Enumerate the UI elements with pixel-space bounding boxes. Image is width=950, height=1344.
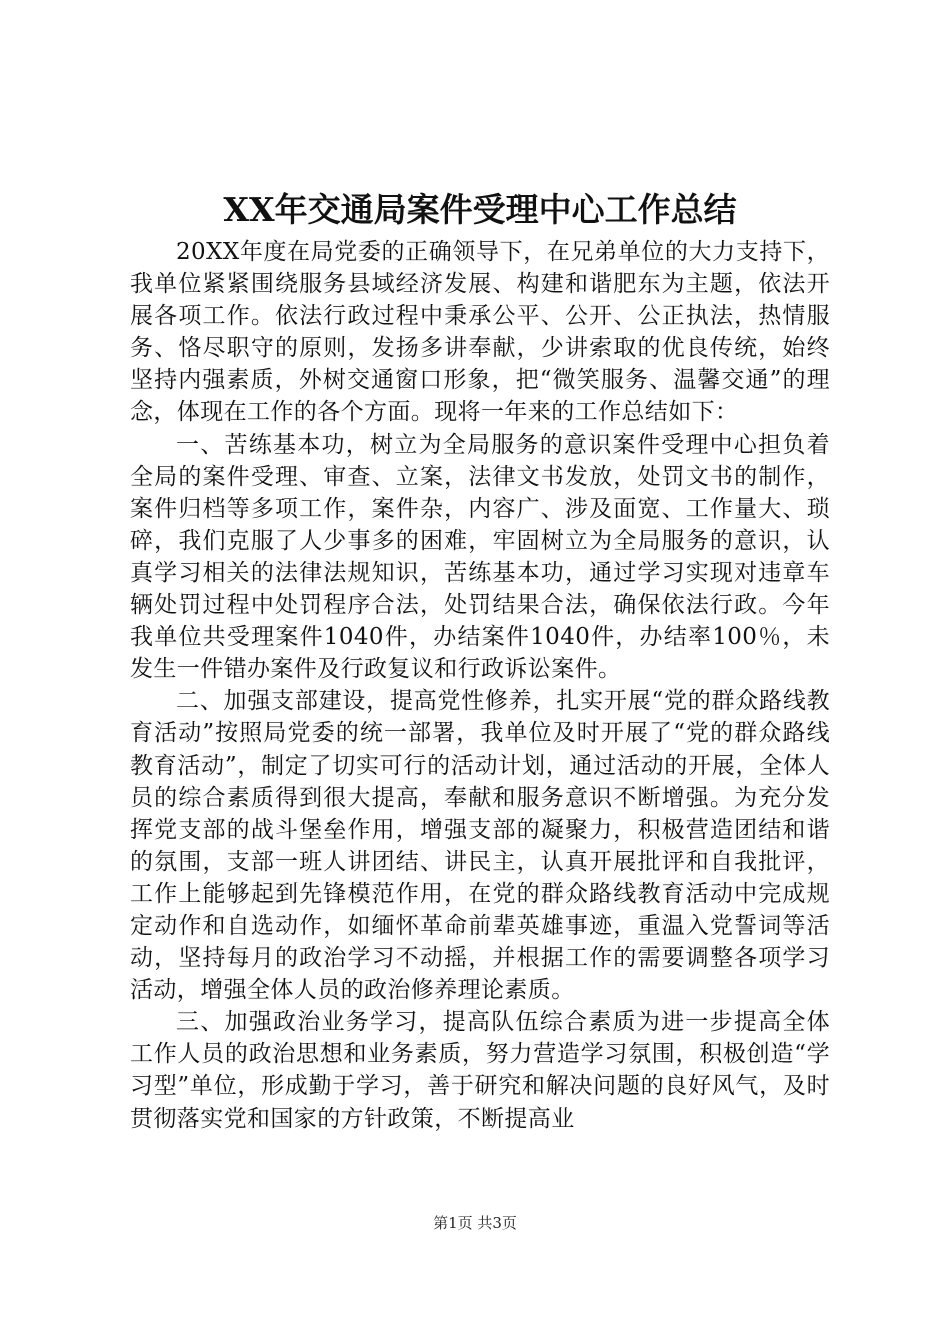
document-title: XX年交通局案件受理中心工作总结 xyxy=(223,190,737,229)
paragraph-section-1: 一、苦练基本功，树立为全局服务的意识案件受理中心担负着全局的案件受理、审查、立案，法律文书发放，处罚文书的制作，案件归档等多项工作，案件杂，内容广、涉及面宽、工作量大、琐碎，我们克服了人少事多的困难，牢固树立为全局服务的意识，认真学习相关的法律法规知识，苦练基本功，通过学习实现对违章车辆处罚过程中处罚程序合法，处罚结果合法，确保依法行政。今年我单位共受理案件1040件，办结案件1040件，办结率100％，未发生一件错办案件及行政复议和行政诉讼案件。 xyxy=(130,431,830,683)
paragraph-intro: 20XX年度在局党委的正确领导下，在兄弟单位的大力支持下，我单位紧紧围绕服务县域经济发展、构建和谐肥东为主题，依法开展各项工作。依法行政过程中秉承公平、公开、公正执法，热情服务、恪尽职守的原则，发扬多讲奉献，少讲索取的优良传统，始终坚持内强素质，外树交通窗口形象，把“微笑服务、温馨交通”的理念，体现在工作的各个方面。现将一年来的工作总结如下： xyxy=(130,239,830,426)
page-number-footer: 第1页 共3页 xyxy=(433,1214,517,1232)
paragraph-section-3: 三、加强政治业务学习，提高队伍综合素质为进一步提高全体工作人员的政治思想和业务素质，努力营造学习氛围，积极创造“学习型”单位，形成勤于学习，善于研究和解决问题的良好风气，及时贯彻落实党和国家的方针政策，不断提高业 xyxy=(130,1009,830,1132)
document-body xyxy=(130,236,830,1135)
paragraph-section-2: 二、加强支部建设，提高党性修养，扎实开展“党的群众路线教育活动”按照局党委的统一部署，我单位及时开展了“党的群众路线教育活动”，制定了切实可行的活动计划，通过活动的开展，全体人员的综合素质得到很大提高，奉献和服务意识不断增强。为充分发挥党支部的战斗堡垒作用，增强支部的凝聚力，积极营造团结和谐的氛围，支部一班人讲团结、讲民主，认真开展批评和自我批评，工作上能够起到先锋模范作用，在党的群众路线教育活动中完成规定动作和自选动作，如缅怀革命前辈英雄事迹，重温入党誓词等活动，坚持每月的政治学习不动摇，并根据工作的需要调整各项学习活动，增强全体人员的政治修养理论素质。 xyxy=(130,688,830,1004)
